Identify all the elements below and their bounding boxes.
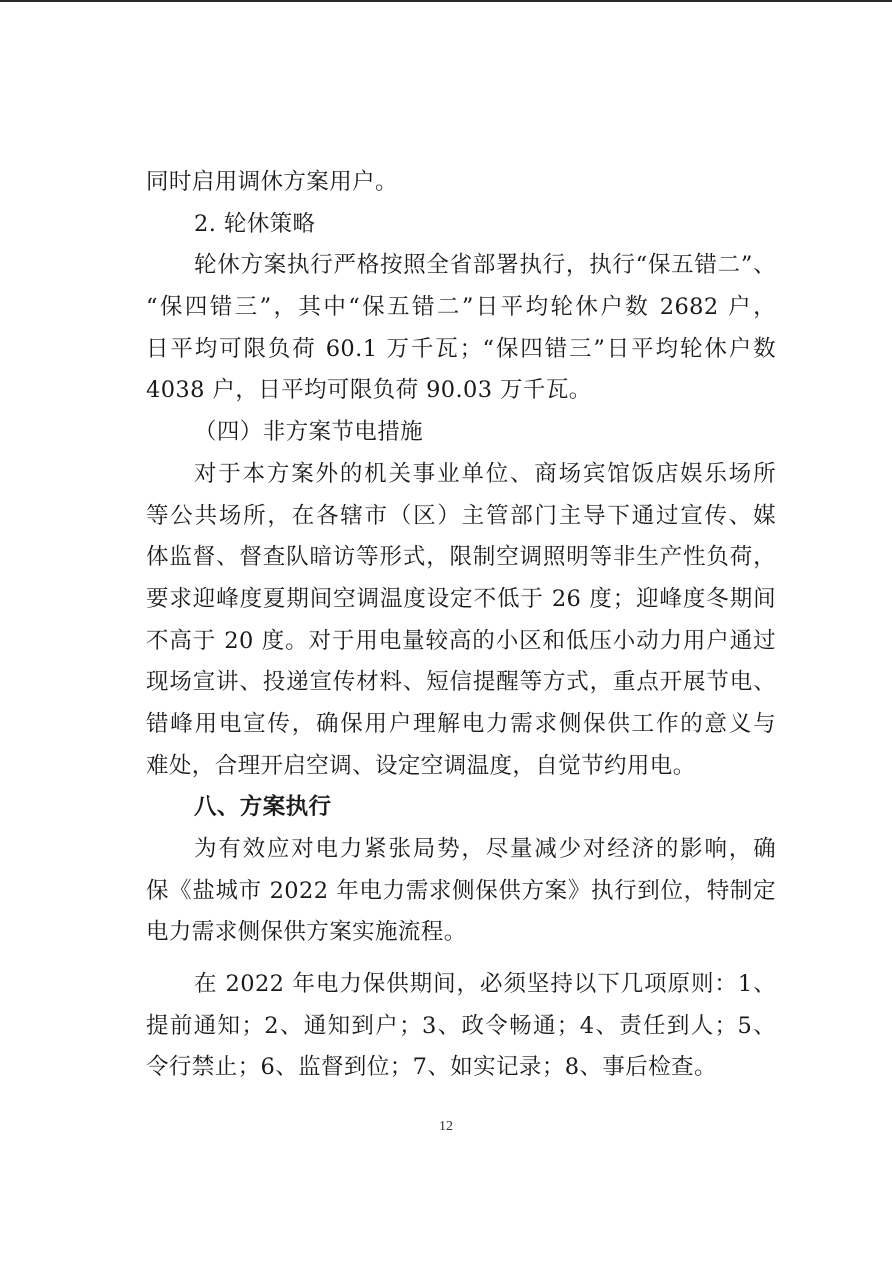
paragraph-line: 要求迎峰度夏期间空调温度设定不低于 26 度；迎峰度冬期间 [146, 585, 776, 612]
paragraph-line: “保四错三”，其中“保五错二”日平均轮休户数 2682 户， [146, 294, 776, 321]
paragraph-line: 在 2022 年电力保供期间，必须坚持以下几项原则：1、 [194, 971, 776, 998]
page-number: 12 [439, 1119, 453, 1134]
subheading-non-plan-measures: （四）非方案节电措施 [194, 419, 424, 446]
section-heading-plan-execution: 八、方案执行 [194, 794, 332, 821]
paragraph-line: 为有效应对电力紧张局势，尽量减少对经济的影响，确 [194, 836, 776, 862]
paragraph-line: 日平均可限负荷 60.1 万千瓦；“保四错三”日平均轮休户数 [146, 335, 776, 362]
paragraph-line: 轮休方案执行严格按照全省部署执行，执行“保五错二”、 [194, 252, 776, 279]
paragraph-line: 保《盐城市 2022 年电力需求侧保供方案》执行到位，特制定 [146, 877, 776, 904]
subheading-rotation-strategy: 2. 轮休策略 [194, 210, 316, 237]
paragraph-line: 对于本方案外的机关事业单位、商场宾馆饭店娱乐场所 [194, 460, 776, 487]
paragraph-line: 4038 户，日平均可限负荷 90.03 万千瓦。 [146, 377, 592, 404]
paragraph-line: 提前通知；2、通知到户；3、政令畅通；4、责任到人；5、 [146, 1012, 776, 1039]
paragraph-line: 错峰用电宣传，确保用户理解电力需求侧保供工作的意义与 [146, 710, 776, 737]
paragraph-line: 令行禁止；6、监督到位；7、如实记录；8、事后检查。 [146, 1054, 717, 1081]
paragraph-line: 等公共场所，在各辖市（区）主管部门主导下通过宣传、媒 [146, 502, 776, 529]
document-body [146, 162, 776, 1089]
top-border-line [0, 0, 892, 2]
paragraph-line: 现场宣讲、投递宣传材料、短信提醒等方式，重点开展节电、 [146, 669, 776, 696]
paragraph-line: 不高于 20 度。对于用电量较高的小区和低压小动力用户通过 [146, 627, 776, 654]
paragraph-line: 难处，合理开启空调、设定空调温度，自觉节约用电。 [146, 752, 696, 779]
paragraph-line: 电力需求侧保供方案实施流程。 [146, 919, 467, 946]
paragraph-line: 体监督、督查队暗访等形式，限制空调照明等非生产性负荷， [146, 544, 776, 571]
paragraph-line: 同时启用调休方案用户。 [146, 169, 398, 195]
